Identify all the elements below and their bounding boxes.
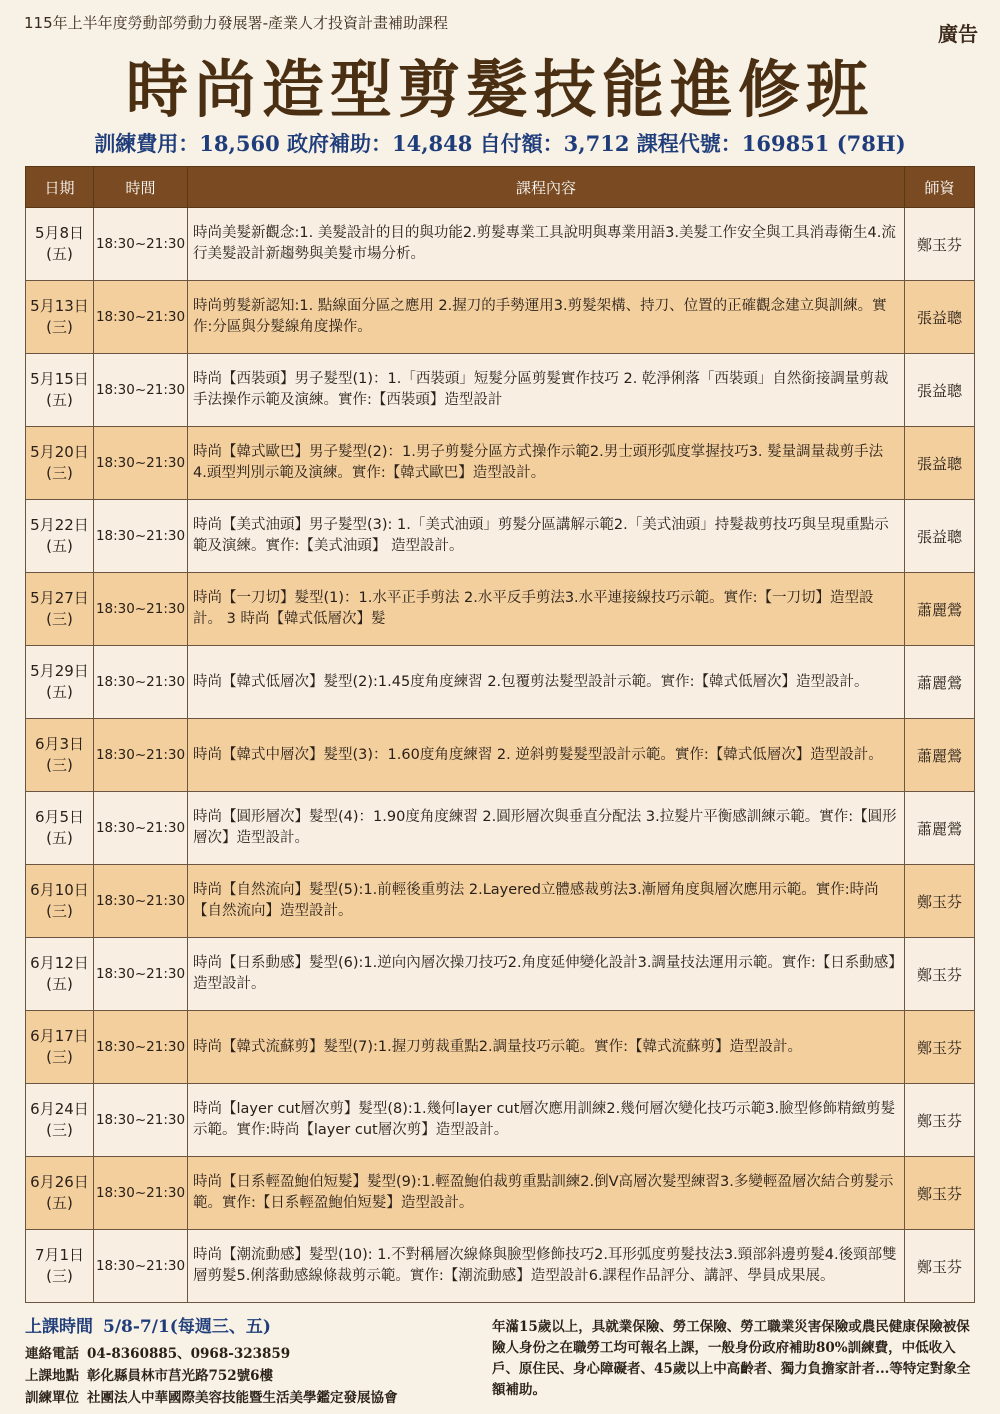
phone-label: 連絡電話 xyxy=(25,1346,79,1362)
weekday-text: (五) xyxy=(46,829,73,847)
cell-content: 時尚【韓式中層次】髮型(3)：1.60度角度練習 2. 逆斜剪髮髮型設計示範。實作:【韓式低層次】造型設計。 xyxy=(188,719,905,792)
cell-date xyxy=(26,208,94,281)
date-text: 5月15日 xyxy=(30,370,89,388)
table-row xyxy=(26,573,975,646)
table-row xyxy=(26,719,975,792)
location-label: 上課地點 xyxy=(25,1368,79,1384)
cell-content: 時尚【layer cut層次剪】髮型(8):1.幾何layer cut層次應用訓練2.幾何層次變化技巧示範3.臉型修飾精緻剪髮示範。實作:時尚【layer cut層次剪】造型設計。 xyxy=(188,1084,905,1157)
cell-date xyxy=(26,1011,94,1084)
cell-time: 18:30~21:30 xyxy=(94,938,188,1011)
table-row xyxy=(26,281,975,354)
program-note: 115年上半年度勞動部勞動力發展署-產業人才投資計畫補助課程 xyxy=(24,14,449,32)
phone-value: 04-8360885、0968-323859 xyxy=(87,1346,291,1362)
table-row xyxy=(26,427,975,500)
cell-teacher: 鄭玉芬 xyxy=(905,208,975,281)
cell-teacher: 鄭玉芬 xyxy=(905,1230,975,1303)
cell-time: 18:30~21:30 xyxy=(94,573,188,646)
cell-date xyxy=(26,792,94,865)
table-header-row xyxy=(26,167,975,208)
cell-content: 時尚剪髮新認知:1. 點線面分區之應用 2.握刀的手勢運用3.剪髮架構、持刀、位置的正確觀念建立與訓練。實作:分區與分髮線角度操作。 xyxy=(188,281,905,354)
cell-teacher: 蕭麗鶯 xyxy=(905,573,975,646)
cell-time: 18:30~21:30 xyxy=(94,1011,188,1084)
cell-time: 18:30~21:30 xyxy=(94,208,188,281)
cell-content: 時尚【韓式低層次】髮型(2):1.45度角度練習 2.包覆剪法髮型設計示範。實作:【韓式低層次】造型設計。 xyxy=(188,646,905,719)
weekday-text: (三) xyxy=(46,1267,73,1285)
cell-date xyxy=(26,427,94,500)
cell-date xyxy=(26,500,94,573)
org-label: 訓練單位 xyxy=(25,1390,79,1406)
ad-badge: 廣告 xyxy=(938,22,978,46)
course-schedule-table xyxy=(25,166,975,1303)
table-row xyxy=(26,500,975,573)
class-period-value: 5/8-7/1(每週三、五) xyxy=(103,1317,271,1337)
org-value: 社團法人中華國際美容技能暨生活美學鑑定發展協會 xyxy=(87,1390,398,1406)
class-period-label: 上課時間 xyxy=(25,1317,93,1337)
cell-date xyxy=(26,646,94,719)
cell-date xyxy=(26,865,94,938)
cell-content: 時尚【美式油頭】男子髮型(3): 1.「美式油頭」剪髮分區講解示範2.「美式油頭」持髮裁剪技巧與呈現重點示範及演練。實作:【美式油頭】 造型設計。 xyxy=(188,500,905,573)
date-text: 6月24日 xyxy=(30,1100,89,1118)
cell-content: 時尚【韓式歐巴】男子髮型(2)：1.男子剪髮分區方式操作示範2.男士頭形弧度掌握技巧3. 髮量調量裁剪手法 4.頭型判別示範及演練。實作:【韓式歐巴】造型設計。 xyxy=(188,427,905,500)
table-row xyxy=(26,938,975,1011)
date-text: 6月26日 xyxy=(30,1173,89,1191)
cell-time: 18:30~21:30 xyxy=(94,792,188,865)
cell-content: 時尚【自然流向】髮型(5):1.前輕後重剪法 2.Layered立體感裁剪法3.漸層角度與層次應用示範。實作:時尚【自然流向】造型設計。 xyxy=(188,865,905,938)
cell-teacher: 張益聰 xyxy=(905,281,975,354)
header-time: 時間 xyxy=(94,167,188,208)
cell-time: 18:30~21:30 xyxy=(94,646,188,719)
class-period xyxy=(25,1312,406,1337)
cell-time: 18:30~21:30 xyxy=(94,719,188,792)
weekday-text: (五) xyxy=(46,975,73,993)
cell-date xyxy=(26,573,94,646)
cell-time: 18:30~21:30 xyxy=(94,354,188,427)
cell-teacher: 鄭玉芬 xyxy=(905,865,975,938)
cell-time: 18:30~21:30 xyxy=(94,1157,188,1230)
weekday-text: (三) xyxy=(46,464,73,482)
cell-content: 時尚【韓式流蘇剪】髮型(7):1.握刀剪裁重點2.調量技巧示範。實作:【韓式流蘇剪】造型設計。 xyxy=(188,1011,905,1084)
cell-time: 18:30~21:30 xyxy=(94,281,188,354)
table-row xyxy=(26,1230,975,1303)
header-content: 課程內容 xyxy=(188,167,905,208)
header-teacher: 師資 xyxy=(905,167,975,208)
cell-teacher: 張益聰 xyxy=(905,500,975,573)
training-organization xyxy=(25,1387,406,1409)
table-row xyxy=(26,1084,975,1157)
date-text: 5月13日 xyxy=(30,297,89,315)
cell-content: 時尚【一刀切】髮型(1)：1.水平正手剪法 2.水平反手剪法3.水平連接線技巧示範。實作:【一刀切】造型設計。 3 時尚【韓式低層次】髮 xyxy=(188,573,905,646)
eligibility-note: 年滿15歲以上，具就業保險、勞工保險、勞工職業災害保險或農民健康保險被保險人身份之在職勞工均可報名上課，一般身份政府補助80%訓練費，中低收入戶、原住民、身心障礙者、45歲以上中高齡者、獨力負擔家計者...等特定對象全額補助。 xyxy=(492,1319,971,1398)
date-text: 7月1日 xyxy=(34,1246,85,1264)
header-date: 日期 xyxy=(26,167,94,208)
cell-time: 18:30~21:30 xyxy=(94,865,188,938)
weekday-text: (五) xyxy=(46,683,73,701)
date-text: 5月29日 xyxy=(30,662,89,680)
weekday-text: (三) xyxy=(46,756,73,774)
cell-content: 時尚【日系動感】髮型(6):1.逆向內層次操刀技巧2.角度延伸變化設計3.調量技法運用示範。實作:【日系動感】造型設計。 xyxy=(188,938,905,1011)
cell-teacher: 鄭玉芬 xyxy=(905,1157,975,1230)
date-text: 5月27日 xyxy=(30,589,89,607)
cell-teacher: 蕭麗鶯 xyxy=(905,719,975,792)
date-text: 5月8日 xyxy=(34,224,85,242)
cell-date xyxy=(26,1084,94,1157)
table-row xyxy=(26,354,975,427)
date-text: 5月22日 xyxy=(30,516,89,534)
contact-phone xyxy=(25,1343,406,1365)
weekday-text: (五) xyxy=(46,391,73,409)
table-row xyxy=(26,865,975,938)
weekday-text: (三) xyxy=(46,902,73,920)
cell-teacher: 張益聰 xyxy=(905,427,975,500)
cell-content: 時尚【潮流動感】髮型(10): 1.不對稱層次線條與臉型修飾技巧2.耳形弧度剪髮技法3.頸部斜邊剪髮4.後頸部雙層剪髮5.俐落動感線條裁剪示範。實作:【潮流動感】造型設計6.課程作品評分、講評、學員成果展。 xyxy=(188,1230,905,1303)
cell-content: 時尚【圓形層次】髮型(4)：1.90度角度練習 2.圓形層次與垂直分配法 3.拉髮片平衡感訓練示範。實作:【圓形層次】造型設計。 xyxy=(188,792,905,865)
cell-content: 時尚【日系輕盈鮑伯短髮】髮型(9):1.輕盈鮑伯裁剪重點訓練2.倒V高層次髮型練習3.多變輕盈層次結合剪髮示範。實作:【日系輕盈鮑伯短髮】造型設計。 xyxy=(188,1157,905,1230)
date-text: 5月20日 xyxy=(30,443,89,461)
cell-teacher: 鄭玉芬 xyxy=(905,938,975,1011)
cell-teacher: 張益聰 xyxy=(905,354,975,427)
cell-time: 18:30~21:30 xyxy=(94,500,188,573)
cell-teacher: 蕭麗鶯 xyxy=(905,792,975,865)
cell-time: 18:30~21:30 xyxy=(94,427,188,500)
weekday-text: (三) xyxy=(46,318,73,336)
date-text: 6月5日 xyxy=(34,808,85,826)
date-text: 6月10日 xyxy=(30,881,89,899)
footer-info xyxy=(25,1312,406,1409)
cell-time: 18:30~21:30 xyxy=(94,1084,188,1157)
location-value: 彰化縣員林市莒光路752號6樓 xyxy=(87,1368,274,1384)
table-row xyxy=(26,792,975,865)
weekday-text: (五) xyxy=(46,537,73,555)
cell-teacher: 鄭玉芬 xyxy=(905,1011,975,1084)
cell-date xyxy=(26,354,94,427)
cell-date xyxy=(26,719,94,792)
weekday-text: (三) xyxy=(46,1048,73,1066)
fee-line: 訓練費用：18,560 政府補助：14,848 自付額：3,712 課程代號：169851 (78H) xyxy=(94,131,906,156)
table-row xyxy=(26,208,975,281)
page-title: 時尚造型剪髮技能進修班 xyxy=(125,53,874,126)
weekday-text: (三) xyxy=(46,1121,73,1139)
cell-date xyxy=(26,1157,94,1230)
cell-teacher: 鄭玉芬 xyxy=(905,1084,975,1157)
date-text: 6月17日 xyxy=(30,1027,89,1045)
cell-date xyxy=(26,938,94,1011)
weekday-text: (五) xyxy=(46,1194,73,1212)
cell-date xyxy=(26,281,94,354)
cell-content: 時尚美髮新觀念:1. 美髮設計的目的與功能2.剪髮專業工具說明與專業用語3.美髮工作安全與工具消毒衛生4.流行美髮設計新趨勢與美髮市場分析。 xyxy=(188,208,905,281)
class-location xyxy=(25,1365,406,1387)
date-text: 6月12日 xyxy=(30,954,89,972)
cell-teacher: 蕭麗鶯 xyxy=(905,646,975,719)
table-row xyxy=(26,646,975,719)
cell-time: 18:30~21:30 xyxy=(94,1230,188,1303)
weekday-text: (五) xyxy=(46,245,73,263)
cell-content: 時尚【西裝頭】男子髮型(1)：1.「西裝頭」短髮分區剪髮實作技巧 2. 乾淨俐落「西裝頭」自然銜接調量剪裁手法操作示範及演練。實作:【西裝頭】造型設計 xyxy=(188,354,905,427)
weekday-text: (三) xyxy=(46,610,73,628)
table-row xyxy=(26,1011,975,1084)
table-row xyxy=(26,1157,975,1230)
cell-date xyxy=(26,1230,94,1303)
date-text: 6月3日 xyxy=(34,735,85,753)
